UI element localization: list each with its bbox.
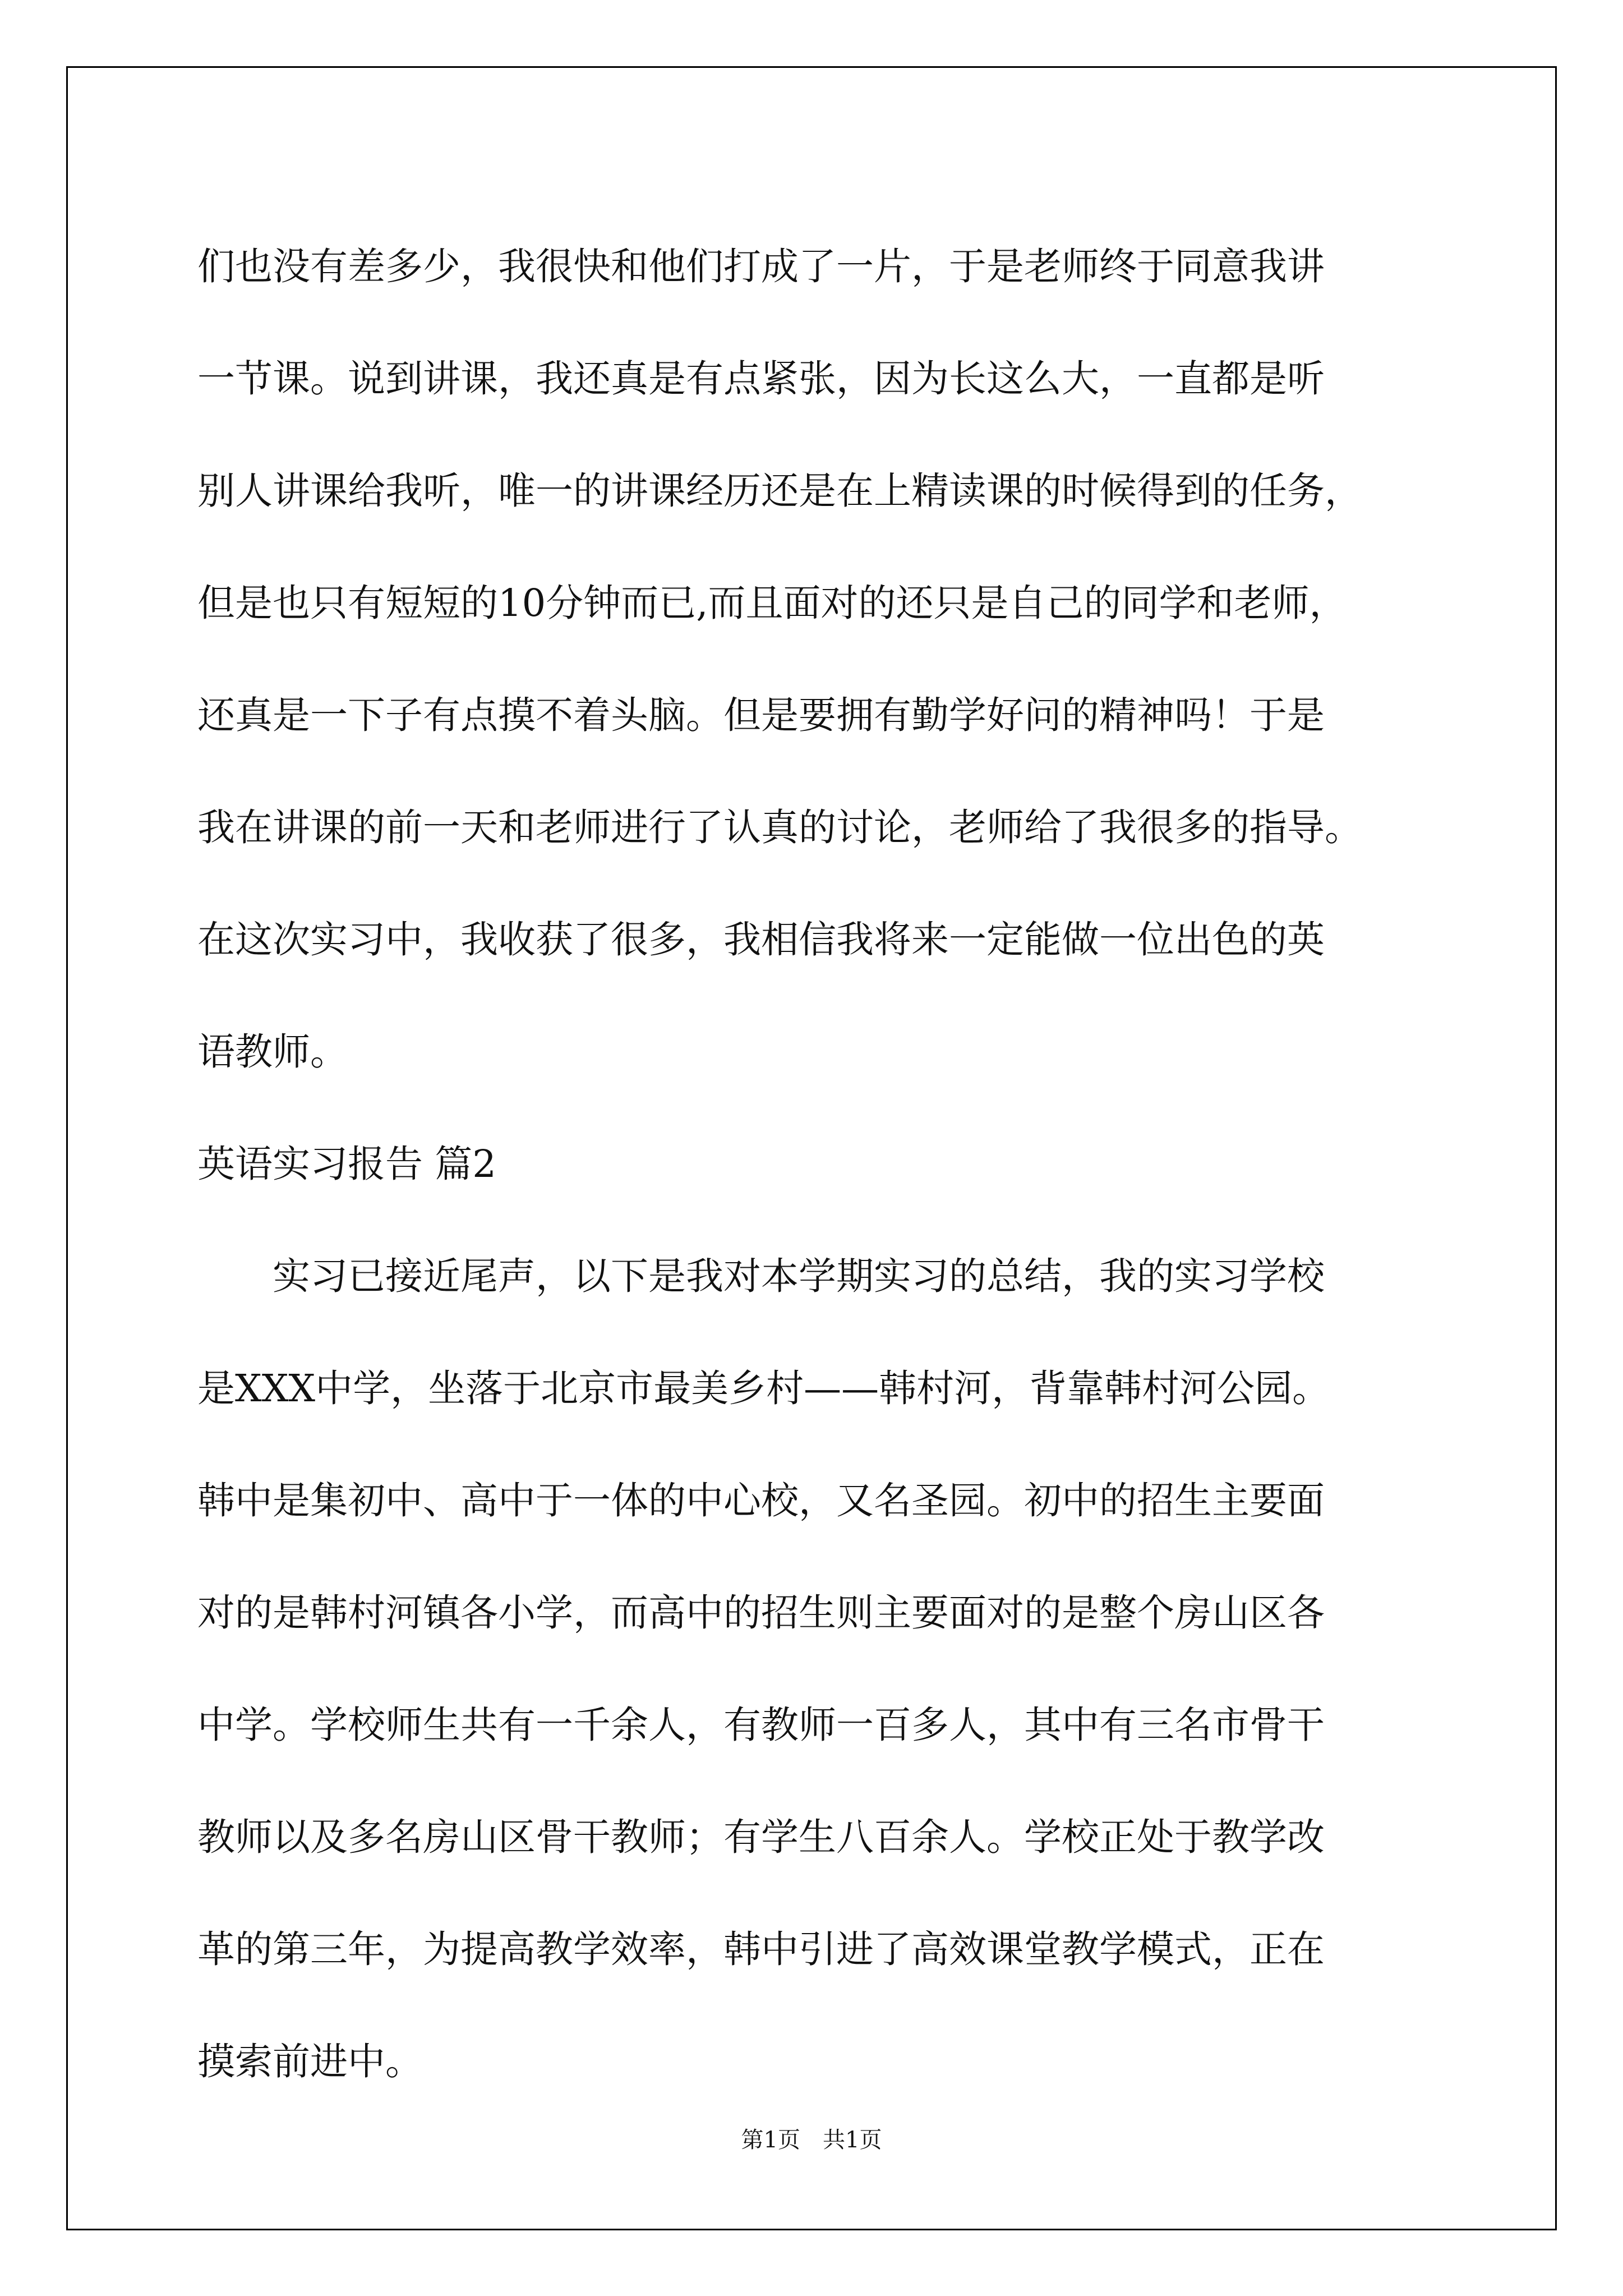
paragraph-line: 是XXX中学，坐落于北京市最美乡村——韩村河，背靠韩村河公园。 xyxy=(197,1366,1330,1410)
paragraph-line: 们也没有差多少，我很快和他们打成了一片，于是老师终于同意我讲 xyxy=(197,245,1325,288)
paragraph-line: 在这次实习中，我收获了很多，我相信我将来一定能做一位出色的英 xyxy=(197,918,1325,961)
paragraph-line: 还真是一下子有点摸不着头脑。但是要拥有勤学好问的精神吗！于是 xyxy=(197,693,1325,737)
paragraph-line: 语教师。 xyxy=(197,1030,348,1074)
page-number-footer: 第1页 共1页 xyxy=(741,2127,882,2153)
paragraph-line: 别人讲课给我听，唯一的讲课经历还是在上精读课的时候得到的任务， xyxy=(197,469,1362,513)
paragraph-line: 一节课。说到讲课，我还真是有点紧张，因为长这么大，一直都是听 xyxy=(197,357,1325,401)
paragraph-line: 但是也只有短短的10分钟而已,而且面对的还只是自己的同学和老师， xyxy=(197,581,1347,625)
paragraph-line: 韩中是集初中、高中于一体的中心校，又名圣园。初中的招生主要面 xyxy=(197,1479,1325,1522)
paragraph-line: 对的是韩村河镇各小学，而高中的招生则主要面对的是整个房山区各 xyxy=(197,1591,1325,1635)
paragraph-line: 教师以及多名房山区骨干教师；有学生八百余人。学校正处于教学改 xyxy=(197,1815,1325,1859)
section-heading: 英语实习报告 篇2 xyxy=(197,1142,496,1186)
paragraph-line: 我在讲课的前一天和老师进行了认真的讨论，老师给了我很多的指导。 xyxy=(197,806,1362,849)
document-body xyxy=(197,210,1459,2118)
paragraph-line: 实习已接近尾声，以下是我对本学期实习的总结，我的实习学校 xyxy=(273,1254,1325,1298)
paragraph-line: 中学。学校师生共有一千余人，有教师一百多人，其中有三名市骨干 xyxy=(197,1703,1325,1747)
paragraph-line: 革的第三年，为提高教学效率，韩中引进了高效课堂教学模式，正在 xyxy=(197,1927,1325,1971)
paragraph-line: 摸索前进中。 xyxy=(197,2040,423,2083)
